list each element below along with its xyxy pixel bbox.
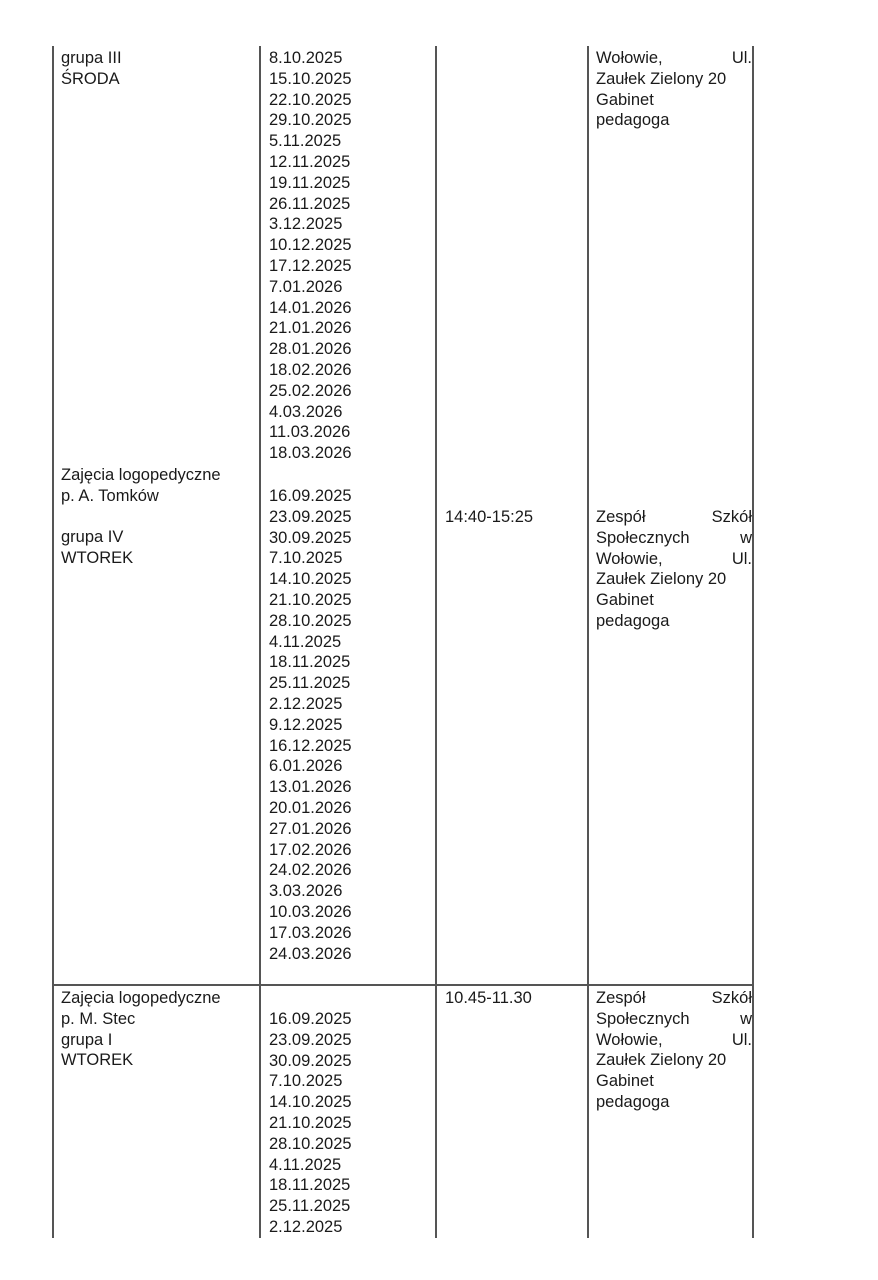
date-item: 27.01.2026 [269, 819, 352, 838]
row3-dates-cell [269, 1009, 352, 1238]
address-line [596, 1009, 752, 1030]
date-item: 7.01.2026 [269, 277, 343, 296]
row3-address-cell [596, 988, 752, 1113]
row1-title-line: ŚRODA [61, 69, 120, 88]
row3-title-line: WTOREK [61, 1051, 134, 1070]
date-item: 14.10.2025 [269, 1093, 352, 1112]
address-word: Ul. [731, 549, 752, 568]
date-item: 16.09.2025 [269, 1010, 352, 1028]
row1-dates-cell [269, 48, 352, 464]
address-line: Zaułek Zielony 20 [596, 570, 727, 589]
date-item: 17.12.2025 [269, 256, 352, 275]
date-item: 4.03.2026 [269, 402, 343, 421]
date-item: 18.11.2025 [269, 653, 351, 672]
date-item: 2.12.2025 [269, 1217, 343, 1236]
row3-title-cell [61, 988, 221, 1071]
date-item: 6.01.2026 [269, 757, 343, 776]
date-item: 18.03.2026 [269, 444, 352, 463]
date-item: 20.01.2026 [269, 798, 352, 817]
date-item: 21.10.2025 [269, 1113, 352, 1132]
address-word: Ul. [731, 1030, 752, 1049]
address-line: pedagoga [596, 111, 670, 130]
row2-dates-cell [269, 486, 352, 964]
date-item: 13.01.2026 [269, 778, 352, 797]
date-item: 4.11.2025 [269, 1155, 342, 1174]
date-item: 30.09.2025 [269, 1051, 352, 1070]
address-word: Wołowie, [596, 1030, 663, 1049]
address-line [596, 48, 752, 69]
session-time: 10.45-11.30 [445, 989, 532, 1007]
address-word: w [740, 528, 752, 547]
date-item: 25.11.2025 [269, 1197, 351, 1216]
address-line: Gabinet [596, 1072, 654, 1091]
row2-title-line: p. A. Tomków [61, 486, 159, 505]
table-border-right [752, 46, 754, 1238]
address-word: w [740, 1009, 752, 1028]
date-item: 21.01.2026 [269, 319, 352, 338]
date-item: 3.03.2026 [269, 882, 343, 901]
address-line: Zaułek Zielony 20 [596, 69, 727, 88]
date-item: 12.11.2025 [269, 152, 351, 171]
date-item: 30.09.2025 [269, 528, 352, 547]
row1-title-cell [61, 48, 122, 90]
row1-title-line: grupa III [61, 49, 122, 67]
address-line [596, 528, 752, 549]
date-item: 25.11.2025 [269, 674, 351, 693]
row-divider [52, 984, 754, 986]
address-line: Gabinet [596, 90, 654, 109]
address-word: Zespół [596, 989, 646, 1007]
date-item: 28.10.2025 [269, 611, 352, 630]
date-item: 4.11.2025 [269, 632, 342, 651]
column-divider-3 [587, 46, 589, 1238]
date-item: 16.12.2025 [269, 736, 352, 755]
address-line: Gabinet [596, 591, 654, 610]
date-item: 14.01.2026 [269, 298, 352, 317]
row2-title-line: Zajęcia logopedyczne [61, 466, 221, 484]
row2-address-cell [596, 507, 752, 632]
row2-title-spacer [61, 507, 221, 528]
address-line [596, 1030, 752, 1051]
date-item: 18.11.2025 [269, 1176, 351, 1195]
date-item: 28.01.2026 [269, 340, 352, 359]
column-divider-1 [259, 46, 261, 1238]
row3-title-line: grupa I [61, 1030, 113, 1049]
address-word: Społecznych [596, 528, 690, 547]
date-item: 25.02.2026 [269, 381, 352, 400]
row2-time-cell [445, 507, 533, 528]
address-word: Społecznych [596, 1009, 690, 1028]
session-time: 14:40-15:25 [445, 508, 534, 526]
date-item: 19.11.2025 [269, 173, 351, 192]
row2-title-cell [61, 465, 221, 569]
date-item: 8.10.2025 [269, 49, 343, 67]
date-item: 16.09.2025 [269, 487, 352, 505]
date-item: 29.10.2025 [269, 111, 352, 130]
date-item: 23.09.2025 [269, 507, 352, 526]
date-item: 26.11.2025 [269, 194, 351, 213]
row2-title-line: grupa IV [61, 528, 124, 547]
row3-title-line: p. M. Stec [61, 1009, 136, 1028]
date-item: 7.10.2025 [269, 1072, 343, 1091]
address-line: pedagoga [596, 1092, 670, 1111]
address-word: Wołowie, [596, 49, 663, 67]
date-item: 2.12.2025 [269, 694, 343, 713]
date-item: 21.10.2025 [269, 590, 352, 609]
date-item: 24.03.2026 [269, 944, 352, 963]
date-item: 11.03.2026 [269, 423, 351, 442]
date-item: 28.10.2025 [269, 1134, 352, 1153]
date-item: 18.02.2026 [269, 360, 352, 379]
address-line: pedagoga [596, 611, 670, 630]
address-word: Szkół [711, 508, 752, 526]
date-item: 5.11.2025 [269, 132, 342, 151]
date-item: 15.10.2025 [269, 69, 352, 88]
date-item: 10.03.2026 [269, 902, 352, 921]
date-item: 17.03.2026 [269, 923, 352, 942]
date-item: 23.09.2025 [269, 1030, 352, 1049]
address-line [596, 988, 752, 1009]
address-line: Zaułek Zielony 20 [596, 1051, 727, 1070]
date-item: 17.02.2026 [269, 840, 352, 859]
row2-title-line: WTOREK [61, 549, 134, 568]
date-item: 22.10.2025 [269, 90, 352, 109]
row1-address-cell [596, 48, 752, 131]
row3-time-cell [445, 988, 532, 1009]
column-divider-2 [435, 46, 437, 1238]
row3-title-line: Zajęcia logopedyczne [61, 989, 221, 1007]
address-line [596, 507, 752, 528]
address-word: Szkół [711, 989, 752, 1007]
date-item: 14.10.2025 [269, 570, 352, 589]
table-border-left [52, 46, 54, 1238]
address-line [596, 549, 752, 570]
date-item: 7.10.2025 [269, 549, 343, 568]
date-item: 3.12.2025 [269, 215, 343, 234]
date-item: 24.02.2026 [269, 861, 352, 880]
date-item: 10.12.2025 [269, 236, 352, 255]
address-word: Wołowie, [596, 549, 663, 568]
address-word: Zespół [596, 508, 646, 526]
date-item: 9.12.2025 [269, 715, 343, 734]
address-word: Ul. [731, 49, 752, 67]
